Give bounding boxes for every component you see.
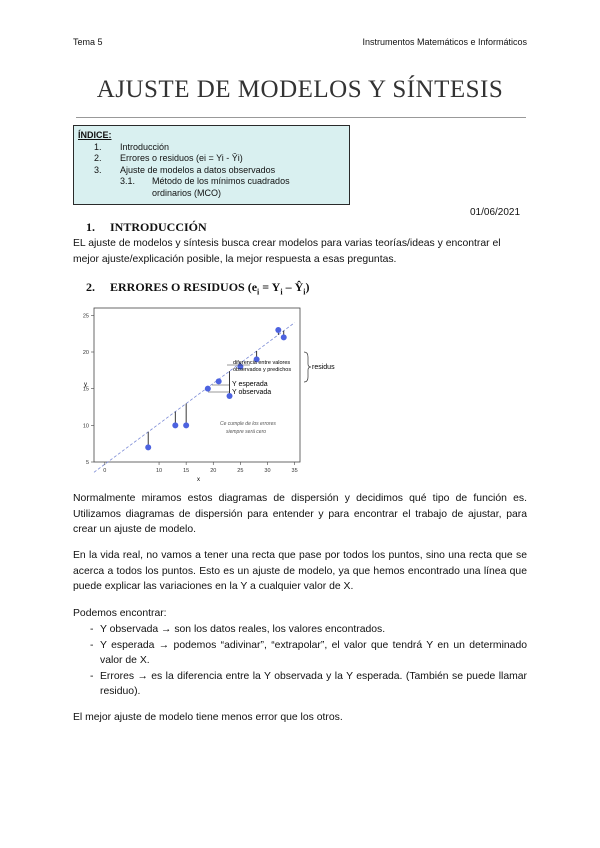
toc-item: 2. Errores o residuos (ei = Yi - Ŷi) (94, 153, 243, 163)
annotation-esperada: Y esperada (232, 381, 268, 388)
list-item: - Y esperada → podemos “adivinar”, “extrapolar”, el valor que tendrá Y en un determinado valor de X. (73, 638, 527, 669)
data-point (183, 422, 189, 428)
x-tick-label: 35 (291, 468, 298, 474)
y-tick-label: 15 (82, 386, 89, 393)
data-point (216, 378, 222, 384)
y-tick-label: 10 (82, 423, 89, 430)
x-tick-label: 15 (183, 468, 190, 474)
paragraph-3: Podemos encontrar: (73, 608, 167, 619)
x-tick-label: 25 (237, 468, 244, 474)
x-tick-label: 30 (264, 468, 271, 474)
paragraph-1: Normalmente miramos estos diagramas de dispersión y decidimos qué tipo de función es. Utilizamos diagramas de dispersión para entender y para encontrar el trabajo de ajustar, para crear un ajuste de modelo. (73, 493, 527, 535)
annotation-residuos: residus (312, 364, 335, 371)
data-point (205, 386, 211, 392)
x-axis-label: x (197, 477, 200, 483)
paragraph-2: En la vida real, no vamos a tener una recta que pase por todos los puntos, sino una recta que se acerca a todos los puntos. Esto es un ajuste de modelo, ya que hemos encontrado una línea que puede explicar las variaciones en la Y a cualquier valor de X. (73, 550, 527, 592)
y-tick-label: 20 (82, 350, 89, 356)
header-left: Tema 5 (73, 37, 103, 47)
data-point (275, 327, 281, 333)
annotation-diff-2: observados y predichos (233, 367, 292, 373)
annotation-note-1: Ce cumple de los errores (220, 421, 276, 427)
scatter-chart (80, 300, 350, 485)
paragraph-4: El mejor ajuste de modelo tiene menos error que los otros. (73, 712, 343, 723)
page-title: AJUSTE DE MODELOS Y SÍNTESIS (96, 76, 504, 103)
x-tick-label: 0 (103, 468, 107, 474)
title-divider (76, 117, 526, 118)
section1-title: INTRODUCCIÓN (110, 220, 207, 234)
date: 01/06/2021 (470, 207, 521, 218)
list-item: - Errores → es la diferencia entre la Y observada y la Y esperada. (También se puede llamar residuo). (73, 669, 527, 700)
bullet-list (73, 622, 527, 700)
y-tick-label: 25 (82, 313, 89, 320)
toc-item: 3.1. Método de los mínimos cuadrados (120, 176, 290, 186)
annotation-note-2: siempre será cero (226, 429, 267, 435)
y-axis-label: y (84, 382, 87, 388)
header-right: Instrumentos Matemáticos e Informáticos (362, 37, 527, 47)
toc-item: 1. Introducción (94, 141, 170, 152)
section2-title: ERRORES O RESIDUOS ($e_i = Y_i$ – $Ŷ_i$) (110, 280, 310, 297)
toc-item: ordinarios (MCO) (152, 187, 222, 198)
toc-item: 3. Ajuste de modelos a datos observados (94, 164, 276, 175)
data-point (145, 444, 151, 450)
table-of-contents (73, 125, 350, 205)
y-tick-label: 5 (85, 460, 89, 466)
toc-heading: ÍNDICE: (78, 130, 112, 140)
section1-paragraph: EL ajuste de modelos y síntesis busca crear modelos para varias teorías/ideas y encontrar el mejor ajuste/explicación posible, la mejor respuesta a esas preguntas. (73, 238, 501, 265)
x-tick-label: 20 (210, 468, 217, 474)
annotation-observada: Y observada (232, 389, 272, 396)
x-tick-label: 10 (155, 468, 163, 474)
residuos-brace (304, 352, 311, 382)
section1-number: 1. (86, 220, 95, 234)
data-point (172, 422, 178, 428)
data-point (281, 334, 287, 340)
list-item: - Y observada → son los datos reales, los valores encontrados. (73, 622, 527, 638)
annotation-diff-1: diferencia entre valores (233, 360, 291, 366)
section2-number: 2. (86, 280, 95, 294)
plot-frame (94, 308, 300, 462)
